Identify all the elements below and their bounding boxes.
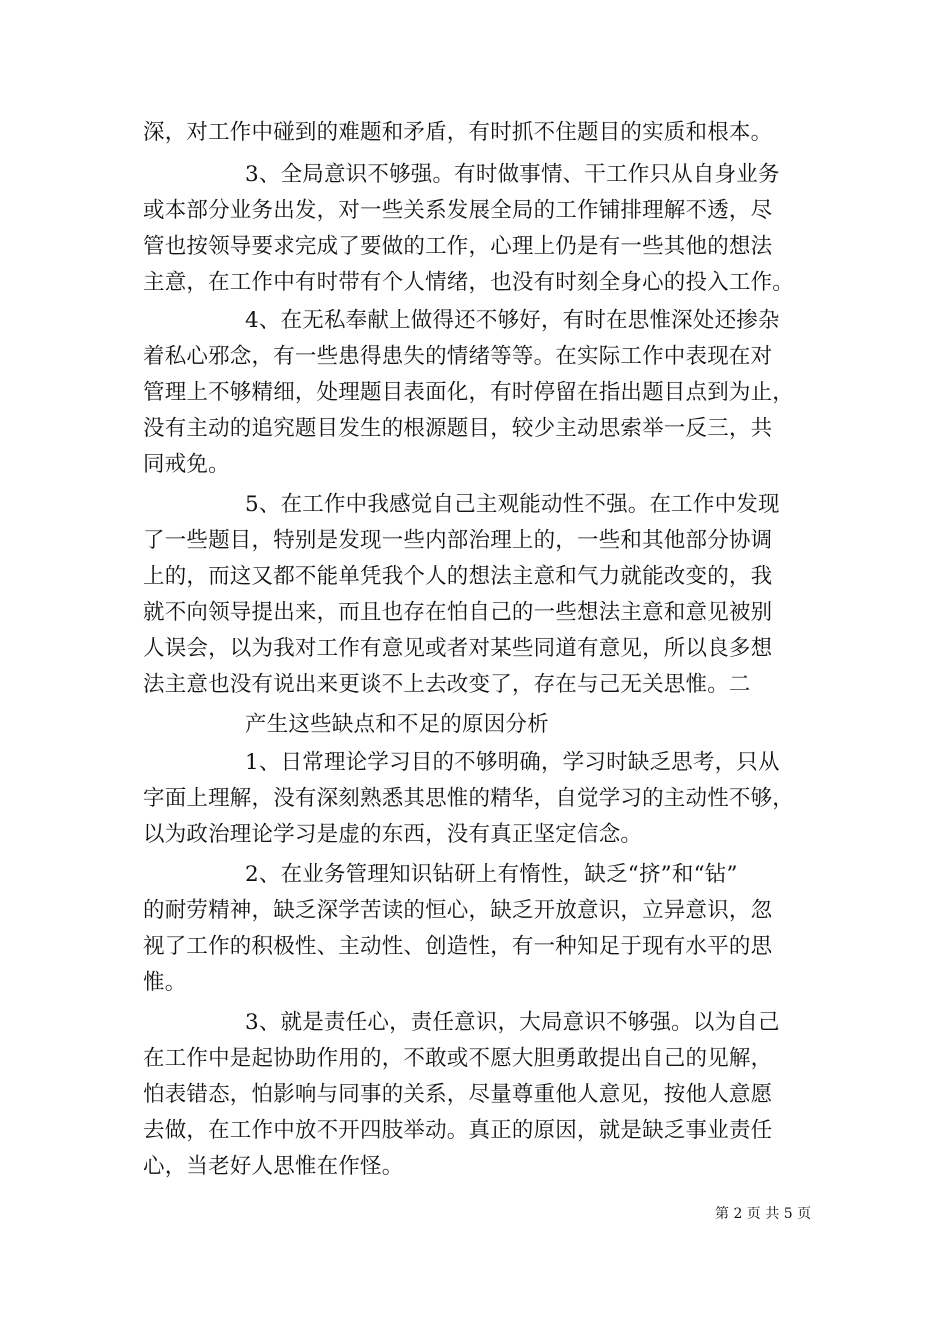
text-line: 同戒免。 <box>143 452 230 477</box>
text-line: 怕表错态，怕影响与同事的关系，尽量尊重他人意见，按他人意愿 <box>143 1082 773 1107</box>
text-line: 或本部分业务出发，对一些关系发展全局的工作铺排理解不透，尽 <box>143 198 773 223</box>
text-line: 主意，在工作中有时带有个人情绪，也没有时刻全身心的投入工作。 <box>143 270 795 295</box>
text-line: 深，对工作中碰到的难题和矛盾，有时抓不住题目的实质和根本。 <box>143 120 773 145</box>
text-line: 了一些题目，特别是发现一些内部治理上的，一些和其他部分协调 <box>143 528 773 553</box>
text-line: 上的，而这又都不能单凭我个人的想法主意和气力就能改变的，我 <box>143 564 773 589</box>
text-line: 管也按领导要求完成了要做的工作，心理上仍是有一些其他的想法 <box>143 234 773 259</box>
text-line: 的耐劳精神，缺乏深学苦读的恒心，缺乏开放意识，立异意识，忽 <box>143 898 773 923</box>
text-line: 惟。 <box>143 970 187 995</box>
text-line: 就不向领导提出来，而且也存在怕自己的一些想法主意和意见被别 <box>143 600 773 625</box>
text-line: 去做，在工作中放不开四肢举动。真正的原因，就是缺乏事业责任 <box>143 1118 773 1143</box>
text-line: 视了工作的积极性、主动性、创造性，有一种知足于现有水平的思 <box>143 934 773 959</box>
text-line: 人误会，以为我对工作有意见或者对某些同道有意见，所以良多想 <box>143 636 773 661</box>
text-line: 2、在业务管理知识钻研上有惰性，缺乏“挤”和“钻” <box>245 862 738 887</box>
text-line: 没有主动的追究题目发生的根源题目，较少主动思索举一反三，共 <box>143 416 773 441</box>
text-line: 3、就是责任心，责任意识，大局意识不够强。以为自己 <box>245 1010 780 1035</box>
text-line: 以为政治理论学习是虚的东西，没有真正坚定信念。 <box>143 822 643 847</box>
text-line: 3、全局意识不够强。有时做事情、干工作只从自身业务 <box>245 162 780 187</box>
text-line: 心，当老好人思惟在作怪。 <box>143 1154 404 1179</box>
text-line: 在工作中是起协助作用的，不敢或不愿大胆勇敢提出自己的见解， <box>143 1046 773 1071</box>
text-line: 着私心邪念，有一些患得患失的情绪等等。在实际工作中表现在对 <box>143 344 773 369</box>
section-heading: 产生这些缺点和不足的原因分析 <box>245 712 549 737</box>
text-line: 管理上不够精细，处理题目表面化，有时停留在指出题目点到为止， <box>143 380 795 405</box>
text-line: 1、日常理论学习目的不够明确，学习时缺乏思考，只从 <box>245 750 780 775</box>
text-line: 法主意也没有说出来更谈不上去改变了，存在与己无关思惟。二 <box>143 672 751 697</box>
text-line: 4、在无私奉献上做得还不够好，有时在思惟深处还掺杂 <box>245 308 780 333</box>
text-line: 5、在工作中我感觉自己主观能动性不强。在工作中发现 <box>245 492 780 517</box>
text-line: 字面上理解，没有深刻熟悉其思惟的精华，自觉学习的主动性不够， <box>143 786 795 811</box>
page-number: 第 2 页 共 5 页 <box>715 1206 812 1222</box>
